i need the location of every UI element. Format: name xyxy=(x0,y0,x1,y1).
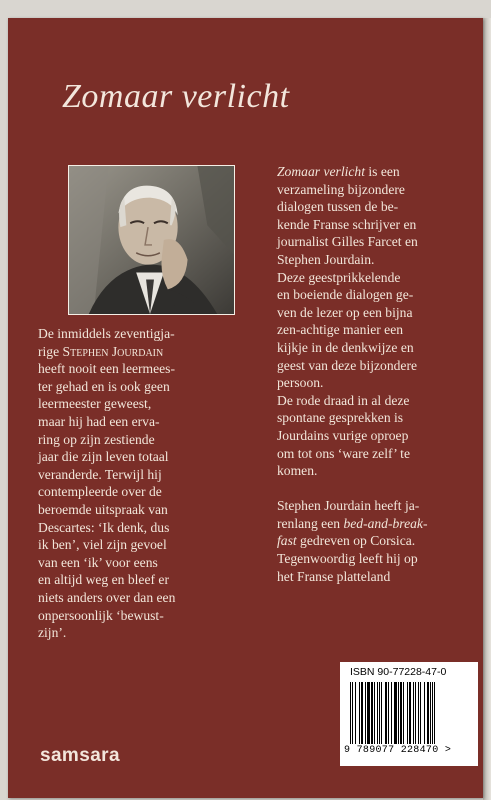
description-line: om tot ons ‘ware zelf’ te xyxy=(277,445,410,461)
barcode-panel xyxy=(340,662,478,766)
bio-line: beroemde uitspraak van xyxy=(38,501,168,517)
ean-number: 9 789077 228470 > xyxy=(344,745,452,756)
description-line: zen-achtige manier een xyxy=(277,322,404,338)
bio-line: niets anders over dan een xyxy=(38,589,176,605)
bio-line: van een ‘ik’ voor eens xyxy=(38,554,158,570)
bio-line: Descartes: ‘Ik denk, dus xyxy=(38,519,170,535)
description-line: verzameling bijzondere xyxy=(277,181,405,197)
bio-line: en altijd weg en bleef er xyxy=(38,572,169,588)
description-line: Zomaar verlicht is een xyxy=(277,164,400,179)
bio-line: ring op zijn zestiende xyxy=(38,431,155,447)
author-name: Stephen Jourdain xyxy=(62,343,164,359)
description-line: kende Franse schrijver en xyxy=(277,216,417,232)
bio-line: rige Stephen Jourdain xyxy=(38,343,164,359)
description-line: De rode draad in al deze xyxy=(277,392,410,408)
description-line: dialogen tussen de be- xyxy=(277,199,399,215)
description-line: Deze geestprikkelende xyxy=(277,269,401,285)
description-line: Stephen Jourdain heeft ja- xyxy=(277,498,420,514)
bio-line: zijn’. xyxy=(38,625,67,641)
description-line: geest van deze bijzondere xyxy=(277,357,418,373)
description-line: en boeiende dialogen ge- xyxy=(277,287,414,303)
publisher-logo: samsara xyxy=(40,745,120,766)
paragraph-gap xyxy=(277,480,472,498)
title-reference: Zomaar verlicht xyxy=(277,164,365,179)
description-line: het Franse platteland xyxy=(277,568,391,584)
description-line: kijkje in de denkwijze en xyxy=(277,339,414,355)
bio-line: leermeester geweest, xyxy=(38,396,152,412)
author-bio xyxy=(38,325,253,642)
barcode-icon xyxy=(350,682,468,744)
description-line: journalist Gilles Farcet en xyxy=(277,234,418,250)
isbn-number: ISBN 90-77228-47-0 xyxy=(350,666,447,678)
page-edge xyxy=(483,18,491,800)
bio-line: De inmiddels zeventigja- xyxy=(38,326,175,341)
bio-line: jaar die zijn leven totaal xyxy=(38,449,169,465)
bio-line: ter gehad en is ook geen xyxy=(38,378,170,394)
bio-line: onpersoonlijk ‘bewust- xyxy=(38,607,164,623)
description-line: komen. xyxy=(277,463,318,479)
description-line: fast gedreven op Corsica. xyxy=(277,533,416,549)
book-description xyxy=(277,163,472,585)
author-portrait-image xyxy=(69,166,234,314)
description-line: renlang een bed-and-break- xyxy=(277,515,428,531)
bio-line: ik ben’, viel zijn gevoel xyxy=(38,537,167,553)
description-line: Jourdains vurige oproep xyxy=(277,427,409,443)
bio-line: veranderde. Terwijl hij xyxy=(38,466,162,482)
book-title: Zomaar verlicht xyxy=(62,78,290,115)
bio-line: contempleerde over de xyxy=(38,484,162,500)
bio-line: heeft nooit een leermees- xyxy=(38,361,175,377)
description-line: Stephen Jourdain. xyxy=(277,251,375,267)
description-line: persoon. xyxy=(277,375,324,391)
description-line: Tegenwoordig leeft hij op xyxy=(277,551,418,567)
description-line: ven de lezer op een bijna xyxy=(277,304,413,320)
bio-line: maar hij had een erva- xyxy=(38,413,160,429)
author-photo xyxy=(68,165,235,315)
description-line: spontane gesprekken is xyxy=(277,410,404,426)
